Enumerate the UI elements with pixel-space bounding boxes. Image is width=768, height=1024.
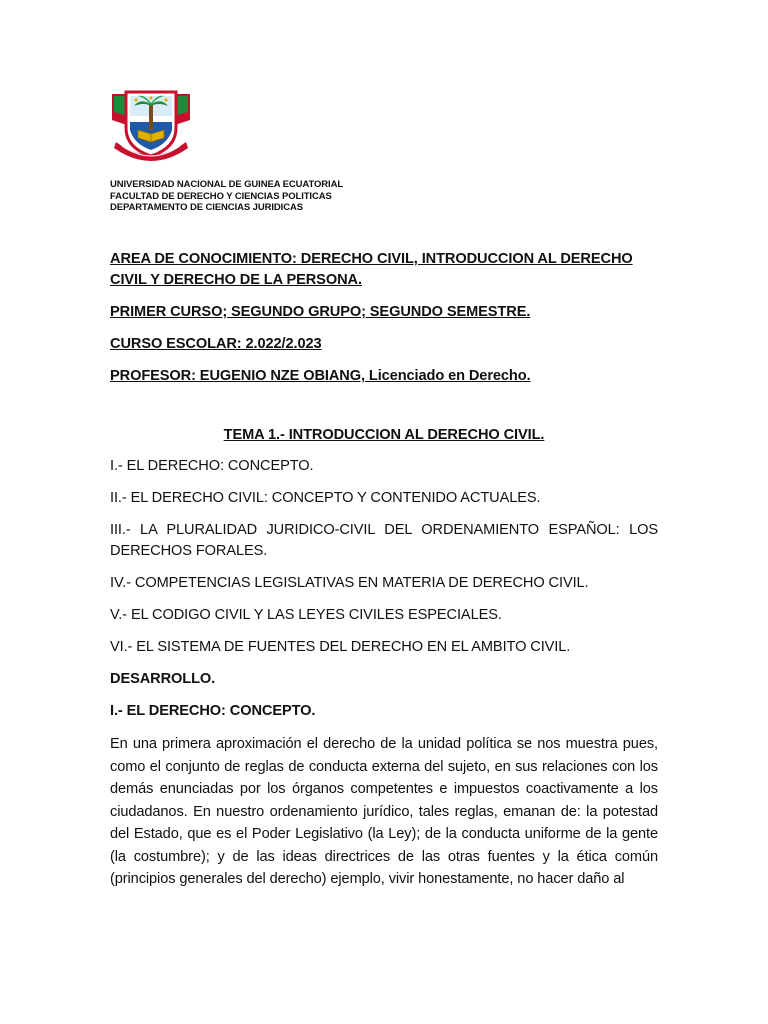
document-body	[110, 249, 658, 905]
curso-escolar-heading: CURSO ESCOLAR: 2.022/2.023	[110, 336, 322, 352]
tema-item: V.- EL CODIGO CIVIL Y LAS LEYES CIVILES ESPECIALES.	[110, 607, 502, 623]
institution-block	[110, 179, 510, 214]
curso-heading: PRIMER CURSO; SEGUNDO GRUPO; SEGUNDO SEMESTRE.	[110, 304, 531, 320]
institution-department: DEPARTAMENTO DE CIENCIAS JURIDICAS	[110, 202, 303, 213]
tema-item: II.- EL DERECHO CIVIL: CONCEPTO Y CONTENIDO ACTUALES.	[110, 490, 541, 506]
desarrollo-heading: DESARROLLO.	[110, 671, 216, 687]
tema-item: I.- EL DERECHO: CONCEPTO.	[110, 458, 314, 474]
profesor-heading: PROFESOR: EUGENIO NZE OBIANG, Licenciado en Derecho.	[110, 368, 531, 384]
university-crest-icon	[108, 86, 194, 164]
institution-faculty: FACULTAD DE DERECHO Y CIENCIAS POLITICAS	[110, 190, 332, 202]
area-heading: AREA DE CONOCIMIENTO: DERECHO CIVIL, INTRODUCCION AL DERECHO CIVIL Y DERECHO DE LA PERSONA.	[110, 251, 633, 288]
tema-item: VI.- EL SISTEMA DE FUENTES DEL DERECHO EN EL AMBITO CIVIL.	[110, 639, 571, 655]
tema-item: III.- LA PLURALIDAD JURIDICO-CIVIL DEL ORDENAMIENTO ESPAÑOL: LOS DERECHOS FORALES.	[110, 522, 658, 559]
tema-title: TEMA 1.- INTRODUCCION AL DERECHO CIVIL.	[223, 427, 545, 443]
tema-item: IV.- COMPETENCIAS LEGISLATIVAS EN MATERIA DE DERECHO CIVIL.	[110, 575, 589, 591]
institution-university: UNIVERSIDAD NACIONAL DE GUINEA ECUATORIAL	[110, 179, 344, 190]
body-paragraph: En una primera aproximación el derecho de la unidad política se nos muestra pues, como el conjunto de reglas de conducta externa del sujeto, en sus relaciones con los demás enunciadas por los órganos competentes e impuestos coactivamente a los ciudadanos. En nuestro ordenamiento jurídico, tales reglas, emanan de: la potestad del Estado, que es el Poder Legislativo (la Ley); de la conducta uniforme de la gente (la costumbre); y de las ideas directrices de las otras fuentes y la ética común (principios generales del derecho) ejemplo, vivir honestamente, no hacer daño al	[110, 736, 658, 887]
section-title: I.- EL DERECHO: CONCEPTO.	[110, 703, 316, 719]
crest-graphic	[108, 86, 194, 164]
